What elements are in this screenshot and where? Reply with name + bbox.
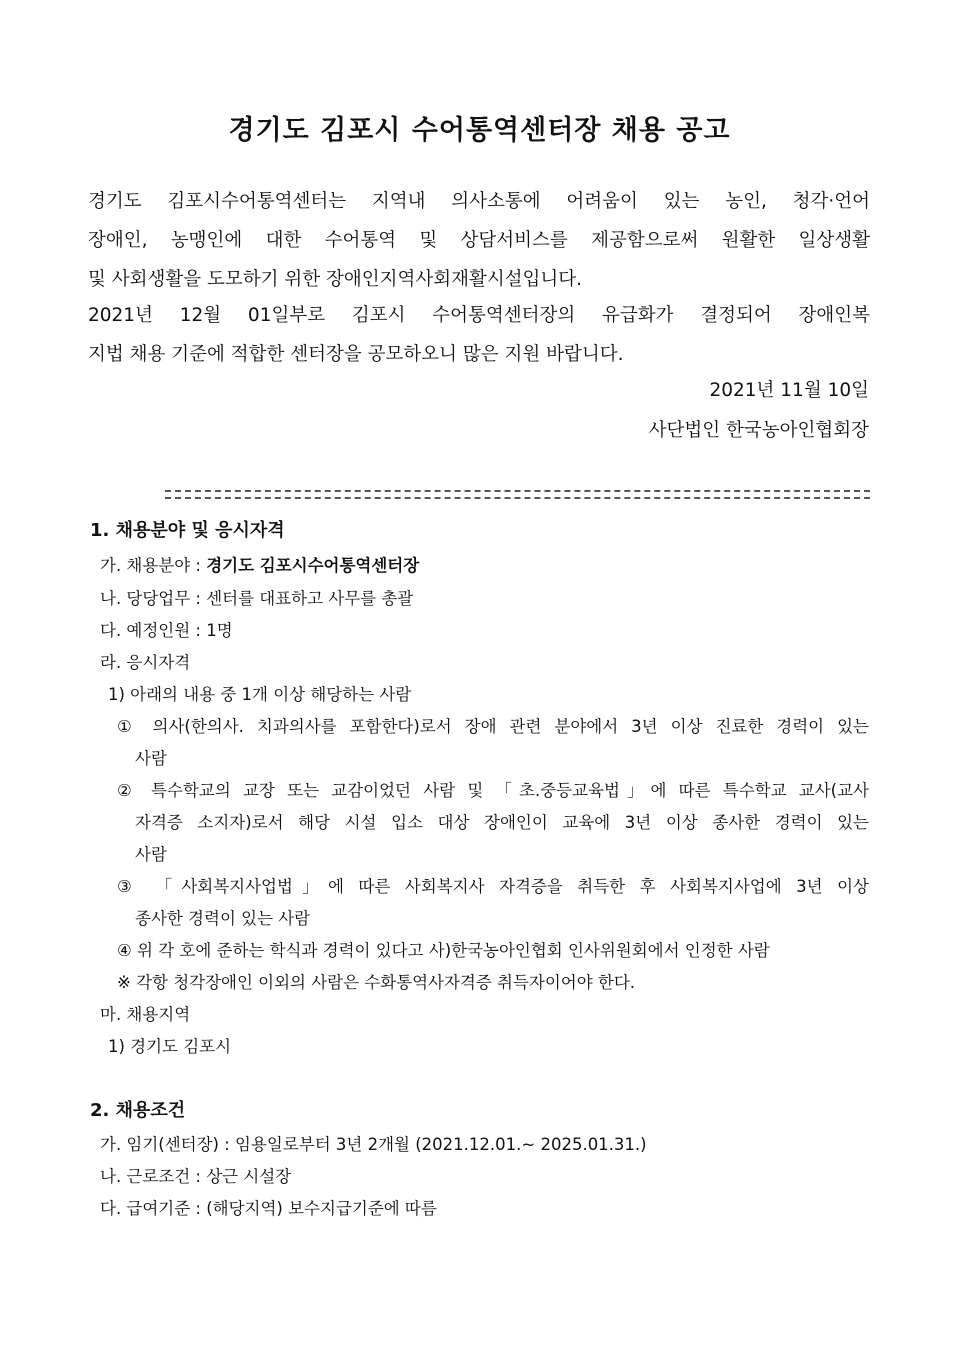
qualification-intro: 1) 아래의 내용 중 1개 이상 해당하는 사람 (108, 685, 412, 704)
qualification-1-cont: 사람 (135, 749, 167, 768)
section-1-heading: 1. 채용분야 및 응시자격 (90, 520, 285, 541)
intro-paragraph-1 (88, 182, 870, 299)
qualification-4: ④ 위 각 호에 준하는 학식과 경력이 있다고 사)한국농아인협회 인사위원회에서 인정한 사람 (117, 941, 770, 960)
salary-standard: 다. 급여기준 : (해당지역) 보수지급기준에 따름 (100, 1199, 437, 1218)
recruit-field (100, 552, 419, 576)
qualification-2-cont: 자격증 소지자)로서 해당 시설 입소 대상 장애인이 교육에 3년 이상 종사한 경력이 있는 (135, 813, 869, 832)
qualification-3: ③ 「사회복지사업법」에 따른 사회복지사 자격증을 취득한 후 사회복지사업에 3년 이상 (117, 877, 869, 896)
qualification-2: ② 특수학교의 교장 또는 교감이었던 사람 및 「초.중등교육법」에 따른 특수학교 교사(교사 (117, 781, 869, 800)
region-value: 1) 경기도 김포시 (108, 1037, 232, 1056)
term: 가. 임기(센터장) : 임용일로부터 3년 2개월 (2021.12.01.~ 2025.01.31.) (100, 1135, 647, 1154)
duty: 나. 당당업무 : 센터를 대표하고 사무를 총괄 (100, 589, 414, 608)
document-title: 경기도 김포시 수어통역센터장 채용 공고 (228, 115, 731, 146)
qualification-2-cont: 사람 (135, 845, 167, 864)
intro-line: 경기도 김포시수어통역센터는 지역내 의사소통에 어려움이 있는 농인, 청각·언어 (88, 191, 870, 212)
issuer-name: 사단법인 한국농아인협회장 (648, 420, 869, 441)
separator-line (165, 490, 870, 499)
intro-line: 2021년 12월 01일부로 김포시 수어통역센터장의 유급화가 결정되어 장애인복 (88, 305, 870, 326)
recruit-field-value: 경기도 김포시수어통역센터장 (206, 556, 420, 575)
qualification-heading: 라. 응시자격 (100, 653, 191, 672)
work-condition: 나. 근로조건 : 상근 시설장 (100, 1167, 292, 1186)
section-2-heading: 2. 채용조건 (90, 1100, 186, 1121)
recruit-field-label: 가. 채용분야 : (100, 556, 207, 575)
qualification-3-cont: 종사한 경력이 있는 사람 (135, 909, 311, 928)
qualification-note: ※ 각항 청각장애인 이외의 사람은 수화통역사자격증 취득자이어야 한다. (117, 973, 636, 992)
headcount: 다. 예정인원 : 1명 (100, 621, 233, 640)
intro-line: 장애인, 농맹인에 대한 수어통역 및 상담서비스를 제공함으로써 원활한 일상생활 (88, 230, 870, 251)
intro-line: 지법 채용 기준에 적합한 센터장을 공모하오니 많은 지원 바랍니다. (88, 344, 624, 365)
region-heading: 마. 채용지역 (100, 1005, 191, 1024)
announcement-date: 2021년 11월 10일 (709, 380, 869, 401)
qualification-1: ① 의사(한의사. 치과의사를 포함한다)로서 장애 관련 분야에서 3년 이상 진료한 경력이 있는 (117, 717, 869, 736)
intro-line: 및 사회생활을 도모하기 위한 장애인지역사회재활시설입니다. (88, 269, 583, 290)
intro-paragraph-2 (88, 296, 870, 374)
